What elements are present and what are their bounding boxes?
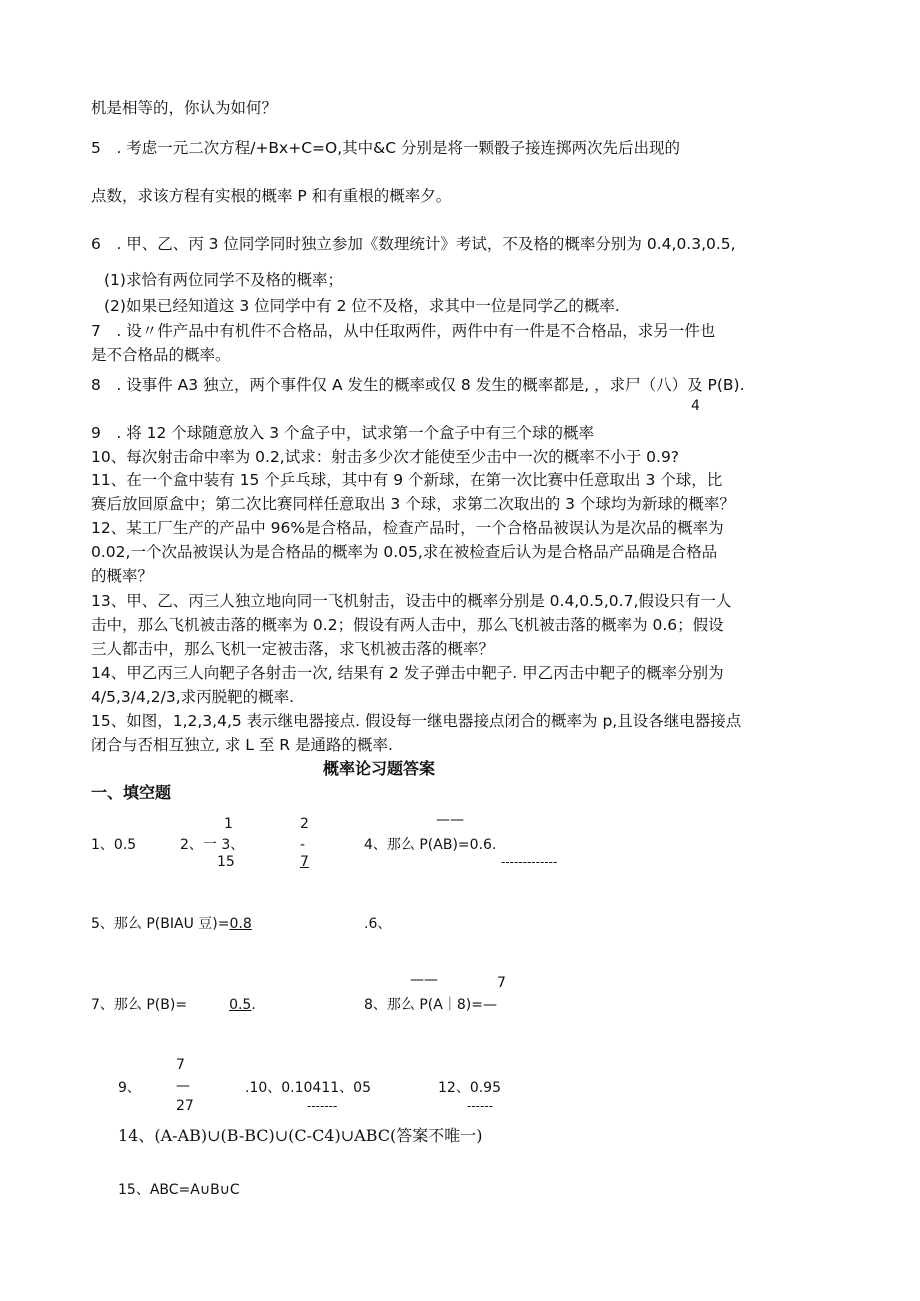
answer-10-dashes: ------- — [307, 1099, 338, 1113]
answer-5-value: 0.8 — [229, 916, 252, 932]
answer-8: 8、那么 P(A｜8)=— — [364, 997, 497, 1013]
answer-7-value: 0.5 — [229, 997, 252, 1013]
problem-6-part-1: (1)求恰有两位同学不及格的概率； — [104, 271, 343, 289]
answer-8-bar: —— — [410, 972, 438, 988]
answer-12: 12、0.95 — [438, 1080, 501, 1096]
answer-2: 2、一 3、 — [180, 837, 245, 853]
answer-10-11: .10、0.10411、05 — [245, 1080, 371, 1096]
problem-11-line-2: 赛后放回原盒中；第二次比赛同样任意取出 3 个球，求第二次取出的 3 个球均为新球的概率？ — [91, 495, 735, 513]
problem-6-part-2: (2)如果已经知道这 3 位同学中有 2 位不及格，求其中一位是同学乙的概率. — [104, 297, 620, 315]
problem-10: 10、每次射击命中率为 0.2,试求：射击多少次才能使至少击中一次的概率不小于 0.9? — [91, 448, 680, 466]
problem-14-line-2: 4/5,3/4,2/3,求丙脱靶的概率. — [91, 688, 295, 706]
answer-2-numerator: 1 — [224, 816, 233, 832]
answer-5 — [91, 914, 252, 934]
problem-12-line-1: 12、某工厂生产的产品中 96%是合格品，检查产品时，一个合格品被误认为是次品的概率为 — [91, 519, 724, 537]
answer-3-numerator: 2 — [300, 816, 309, 832]
answer-15: 15、ABC=A∪B∪C — [118, 1182, 240, 1198]
answer-2-denominator: 15 — [217, 854, 235, 870]
answer-3-denominator: 7 — [300, 854, 309, 870]
answer-3-fraction-bar: - — [300, 837, 306, 853]
problem-6: 6 . 甲、乙、丙 3 位同学同时独立参加《数理统计》考试，不及格的概率分别为 0.4,0.3,0.5, — [91, 235, 736, 253]
answer-5-prefix: 5、那么 P(BIAU 豆) — [91, 916, 218, 932]
answer-12-dashes: ------ — [467, 1099, 493, 1113]
problem-11-line-1: 11、在一个盒中装有 15 个乒乓球，其中有 9 个新球，在第一次比赛中任意取出 3 个球，比 — [91, 471, 723, 489]
answer-6: .6、 — [364, 916, 392, 932]
answer-9-numerator: 7 — [176, 1057, 185, 1073]
problem-5-line-2: 点数，求该方程有实根的概率 P 和有重根的概率夕。 — [91, 187, 452, 205]
answer-4: 4、那么 P(AB)=0.6. — [364, 837, 497, 853]
problem-12-line-3: 的概率？ — [91, 567, 154, 585]
answer-9-fraction-bar: — — [176, 1078, 190, 1094]
answer-9-denominator: 27 — [176, 1098, 194, 1114]
answer-1: 1、0.5 — [91, 837, 137, 853]
problem-15-line-1: 15、如图，1,2,3,4,5 表示继电器接点. 假设每一继电器接点闭合的概率为 p,且设各继电器接点 — [91, 712, 742, 730]
problem-4-tail: 机是相等的，你认为如何？ — [91, 99, 278, 117]
problem-9: 9 . 将 12 个球随意放入 3 个盒子中，试求第一个盒子中有三个球的概率 — [91, 424, 595, 442]
answer-7-prefix: 7、那么 P(B)= — [91, 997, 188, 1013]
problem-15-line-2: 闭合与否相互独立, 求 L 至 R 是通路的概率. — [91, 736, 393, 754]
answer-9: 9、 — [118, 1080, 141, 1096]
answer-4-dashes: ------------- — [501, 855, 558, 869]
answer-14: 14、(A-AB)∪(B-BC)∪(C-C4)∪ABC(答案不唯一) — [118, 1126, 483, 1145]
section-heading-fill-in: 一、填空题 — [91, 783, 172, 802]
answer-7 — [91, 995, 256, 1015]
answer-5-equals: = — [217, 916, 230, 932]
problem-7-line-1: 7 . 设〃件产品中有机件不合格品，从中任取两件，两件中有一件是不合格品，求另一件也 — [91, 322, 716, 340]
problem-5-line-1: 5 . 考虑一元二次方程/+Bx+C=O,其中&C 分别是将一颗骰子接连掷两次先后出现的 — [91, 139, 680, 157]
problem-7-line-2: 是不合格品的概率。 — [91, 346, 231, 364]
problem-13-line-3: 三人都击中，那么飞机一定被击落，求飞机被击落的概率？ — [91, 640, 495, 658]
answer-8-numerator: 7 — [497, 975, 506, 991]
problem-12-line-2: 0.02,一个次品被误认为是合格品的概率为 0.05,求在被检查后认为是合格品产品确是合格品 — [91, 543, 718, 561]
problem-14-line-1: 14、甲乙丙三人向靶子各射击一次, 结果有 2 发子弹击中靶子. 甲乙丙击中靶子的概率分别为 — [91, 664, 724, 682]
answer-7-period: . — [251, 997, 256, 1013]
problem-8: 8 . 设事件 A3 独立，两个事件仅 A 发生的概率或仅 8 发生的概率都是, ，求尸（八）及 P(B). — [91, 376, 745, 394]
answers-title: 概率论习题答案 — [323, 759, 436, 778]
problem-8-subscript: 4 — [691, 398, 700, 414]
problem-13-line-2: 击中，那么飞机被击落的概率为 0.2；假设有两人击中，那么飞机被击落的概率为 0.6；假设 — [91, 616, 724, 634]
problem-13-line-1: 13、甲、乙、丙三人独立地向同一飞机射击，设击中的概率分别是 0.4,0.5,0.7,假设只有一人 — [91, 592, 732, 610]
answer-4-bar: —— — [436, 812, 464, 828]
